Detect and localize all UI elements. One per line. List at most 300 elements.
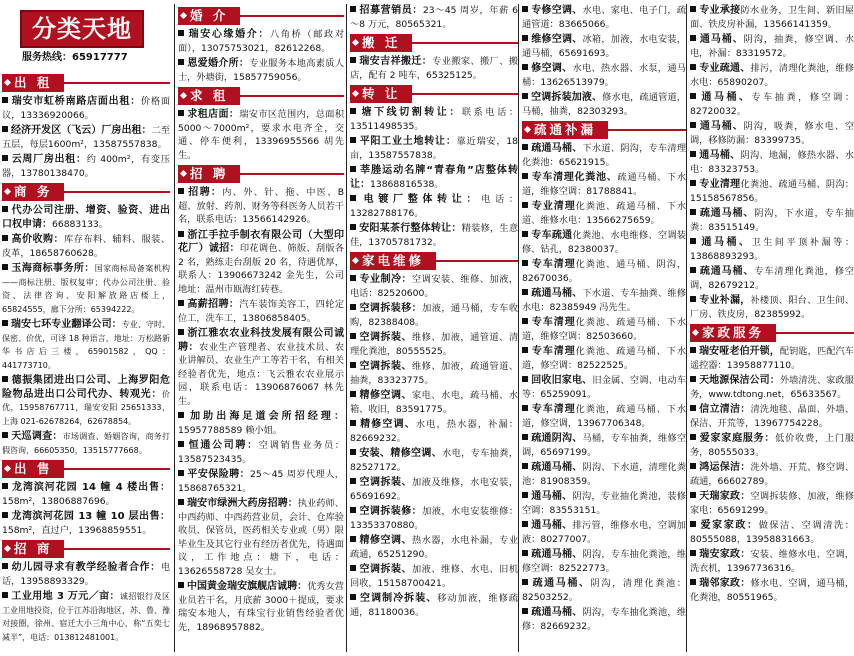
ad-body: 国家商标局备案机构——商标注册、版权复审；代办公司注册、验资、法律咨询、安阳解放路店楼上，65824555，廊下分所：65394222。	[2, 264, 171, 314]
ad-body: 做保洁、空调清洗：80555088，13958831663。	[690, 520, 854, 545]
classified-ad	[522, 403, 686, 430]
square-bullet-icon	[690, 579, 696, 585]
classified-ad	[350, 164, 518, 191]
square-bullet-icon	[178, 110, 184, 116]
ad-heading: 疏通马桶、	[699, 266, 755, 277]
classified-ad	[178, 327, 344, 408]
ad-heading: 代办公司注册、增资、验资、进出口权申请：	[2, 205, 170, 230]
section-header	[690, 324, 854, 342]
column-4	[518, 4, 689, 652]
ad-body: 空调安装、维修、加液，电话：82520600。	[350, 274, 519, 299]
ad-body: 维修、加液，疏通管道、抽粪，83323775。	[350, 361, 519, 386]
ad-body: 阴沟、地漏，修热水器、水电：83323753。	[690, 150, 854, 175]
square-bullet-icon	[522, 579, 528, 585]
square-bullet-icon	[350, 449, 356, 455]
ad-body: 阴沟，清理化粪池：82503252。	[522, 578, 686, 603]
ad-body: 洗外墙、开荒、修空调、疏通，66602789。	[690, 462, 854, 487]
ad-body: 农业生产管理者、农业技术员、农业讲解员、农业生产工等若干名，有相关经验者优先，地点：飞云雅农农业展示园，联系电话：13906876067 林先生。	[178, 341, 345, 407]
square-bullet-icon	[522, 289, 528, 295]
ad-heading: 专车清理	[531, 404, 576, 415]
classified-ad	[178, 57, 344, 84]
ad-heading: 信立清洁：	[699, 404, 751, 415]
ad-heading: 爱家家政：	[699, 520, 759, 531]
ad-heading: 天瑞家政：	[699, 491, 751, 502]
ad-heading: 瑞安七环专业翻译公司：	[11, 319, 122, 330]
ad-heading: 空调拆装移：	[359, 303, 423, 314]
classified-ad	[690, 490, 854, 517]
ad-body: 价优，15958767711，瑞安安阳 25651333，上海 021-62678264，62678854。	[2, 389, 170, 426]
classified-ad	[350, 563, 518, 590]
classified-ad	[2, 510, 170, 537]
square-bullet-icon	[2, 376, 8, 382]
square-bullet-icon	[690, 550, 696, 556]
classified-ad	[522, 4, 686, 31]
classified-ad	[522, 577, 686, 604]
ad-body: 水电，热水器，补漏：82669232。	[350, 419, 519, 444]
classified-ad	[690, 577, 854, 604]
square-bullet-icon	[2, 155, 8, 161]
square-bullet-icon	[690, 347, 696, 353]
square-bullet-icon	[690, 151, 696, 157]
classified-ad	[350, 360, 518, 387]
ad-heading: 中国黄金瑞安旗舰店诚聘：	[187, 581, 308, 592]
ad-body: 加液，通马桶，专车收购，82388408。	[350, 303, 519, 328]
ad-body: 防水业务，卫生间、新旧屋面、铁皮房补漏，13566141359。	[690, 5, 854, 30]
ad-heading: 空调拆装、	[359, 564, 412, 575]
masthead-title: 分类天地	[20, 10, 144, 48]
ad-heading: 专车清理	[531, 259, 576, 270]
square-bullet-icon	[178, 300, 184, 306]
square-bullet-icon	[690, 434, 696, 440]
ad-body: 库存布料、辅料、服装、皮革，18658760628。	[2, 234, 171, 259]
classified-ad	[178, 439, 344, 466]
ad-body: 低价收费，上门服务，80555033。	[690, 433, 854, 458]
classified-ad	[2, 262, 170, 316]
section-header	[2, 540, 170, 558]
classified-ad	[2, 318, 170, 372]
classified-ad	[178, 580, 344, 634]
square-bullet-icon	[2, 206, 8, 212]
ad-body: 排污，清理化粪池，维修水电：65890207。	[690, 63, 854, 88]
section-label: 搬 迁	[350, 34, 412, 52]
ad-heading: 疏通马桶、	[531, 578, 591, 589]
section-header	[178, 7, 344, 25]
square-bullet-icon	[350, 166, 356, 172]
classified-ad	[178, 108, 344, 162]
ad-body: 家电、水电，疏马桶、水箱、收旧，83591775。	[350, 390, 519, 415]
ad-body: 化粪池、通马桶、阴沟，82670036。	[522, 259, 687, 284]
column-3	[346, 4, 521, 652]
ad-heading: 通马桶、	[531, 491, 573, 502]
square-bullet-icon	[690, 122, 696, 128]
ad-body: 市场调查、婚姻咨询，商务打假咨询，66605350，13515777668。	[2, 432, 171, 455]
classified-ad	[350, 222, 518, 249]
classified-ad	[690, 548, 854, 575]
square-bullet-icon	[350, 391, 356, 397]
ad-body: 下水道、专车抽粪、维修水电：82385949 冯先生。	[522, 288, 687, 313]
ad-body: 靠近瑞安，18 亩，13587557838。	[350, 136, 518, 161]
ad-heading: 安装、精修空调、	[359, 448, 443, 459]
ad-body: 移动加液，维修疏通，81180036。	[350, 593, 519, 618]
square-bullet-icon	[2, 97, 8, 103]
square-bullet-icon	[690, 463, 696, 469]
classified-ad	[690, 461, 854, 488]
square-bullet-icon	[690, 238, 696, 244]
classified-ad	[178, 229, 344, 297]
square-bullet-icon	[2, 320, 8, 326]
ad-heading: 空调拆装加液、	[531, 92, 603, 103]
square-bullet-icon	[690, 296, 696, 302]
square-bullet-icon	[350, 594, 356, 600]
classified-ad	[690, 149, 854, 176]
ad-heading: 通马桶、	[531, 520, 573, 531]
ad-body: 马桶，专车抽粪，维修空调，65697199。	[522, 433, 687, 458]
square-bullet-icon	[178, 231, 184, 237]
square-bullet-icon	[690, 180, 696, 186]
classified-ad	[522, 229, 686, 256]
ad-heading: 专业清理	[699, 179, 741, 190]
section-header	[350, 252, 518, 270]
ad-heading: 专业补漏，	[699, 295, 751, 306]
square-bullet-icon	[350, 478, 356, 484]
column-5	[686, 4, 854, 652]
ad-body: 联系电话：13511498535。	[350, 107, 519, 132]
ad-heading: 爱家家庭服务：	[699, 433, 776, 444]
classified-ad	[350, 273, 518, 300]
square-bullet-icon	[350, 304, 356, 310]
section-header	[350, 85, 518, 103]
ad-body: 空调销售业务员：13587523435。	[178, 440, 344, 465]
square-bullet-icon	[350, 333, 356, 339]
square-bullet-icon	[522, 231, 528, 237]
classified-ad	[522, 33, 686, 60]
square-bullet-icon	[350, 565, 356, 571]
ad-body: 化粪池、疏通马桶、阴沟：15158567856。	[690, 179, 854, 204]
ad-body: 阴沟，专车抽化粪池，维修空调：82522773。	[522, 549, 687, 574]
section-header	[178, 165, 344, 183]
ad-body: 冰箱，加液，水电安装，通马桶，65691693。	[522, 34, 687, 59]
ad-body: 阴沟，专业抽化粪池，装修空调：83553151。	[522, 491, 686, 516]
ad-heading: 专修空调、	[531, 5, 583, 16]
ad-body: 阴沟，专车抽化粪池，维修：82669232。	[522, 607, 687, 632]
section-header	[2, 460, 170, 478]
square-bullet-icon	[522, 35, 528, 41]
ad-body: 印花调色、筛版、刮版各 2 名，熟练走台刮版 20 名，待遇优厚，联系人：13906673242 金先生，公司地址：温州市瓯海红砖巷。	[178, 243, 345, 295]
classified-ad	[178, 28, 344, 55]
classified-ad	[350, 447, 518, 474]
ad-heading: 德振集团进出口公司、上海罗阳危险物品进出口公司代办、转观光：	[2, 375, 170, 400]
square-bullet-icon	[350, 195, 356, 201]
ad-body: 158m²，13806887696。	[2, 495, 115, 507]
ad-heading: 空调拆装、	[359, 361, 412, 372]
ad-heading: 疏通马桶、	[531, 549, 583, 560]
section-label: 求 租	[178, 87, 240, 105]
ad-heading: 通马桶、	[699, 34, 744, 45]
classified-ad	[2, 590, 170, 644]
ad-body: 修水电、空调，通马桶，化粪池，80551965。	[690, 578, 854, 603]
classified-ad	[2, 430, 170, 457]
section-label: 转 让	[350, 85, 412, 103]
ad-heading: 空调拆装、	[359, 477, 412, 488]
ad-body: 水电，专车抽粪，82527172。	[350, 448, 518, 473]
ad-heading: 修空调、	[531, 63, 573, 74]
ad-body: 15957788589 赖小姐。	[178, 424, 282, 436]
section-label: 家政服务	[690, 324, 776, 342]
section-header	[350, 34, 518, 52]
ad-heading: 精修空调、	[359, 535, 412, 546]
classified-ad	[2, 153, 170, 180]
ad-body: 排污管，维修水电，空调加液：80277007。	[522, 520, 686, 545]
classified-ad	[690, 33, 854, 60]
ad-heading: 天地源保洁公司：	[699, 375, 780, 386]
ad-body: 空调拆装修、加液，维修家电：65691299。	[690, 491, 854, 516]
classified-ad	[522, 91, 686, 118]
square-bullet-icon	[2, 235, 8, 241]
square-bullet-icon	[350, 507, 356, 513]
classified-ad	[2, 124, 170, 151]
square-bullet-icon	[690, 64, 696, 70]
classified-ad	[690, 120, 854, 147]
ad-body: 阴沟，下水道，专车抽粪：83515149。	[690, 208, 854, 233]
ad-heading: 恩爱婚介所：	[187, 58, 250, 69]
ad-body: 阴沟，抽粪，修空调、水电，补漏：83319572。	[690, 34, 854, 59]
classified-ad	[178, 497, 344, 578]
ad-body: 电话，13958893329。	[2, 562, 170, 587]
classified-ad	[350, 302, 518, 329]
classified-ad	[690, 294, 854, 321]
ad-heading: 求租店面：	[187, 109, 240, 120]
ad-heading: 疏通阴沟、	[531, 433, 583, 444]
ad-heading: 通马桶、	[699, 237, 752, 248]
ad-heading: 幼儿园寻求有教学经验者合作：	[11, 562, 161, 573]
ad-body: 约 400m²，有变压器，13780138470。	[2, 154, 171, 179]
ad-heading: 专业清理	[531, 201, 576, 212]
section-label: 招 聘	[178, 165, 240, 183]
section-label: 疏通补漏	[522, 121, 608, 139]
classified-ad	[690, 265, 854, 292]
square-bullet-icon	[522, 492, 528, 498]
classified-ad	[522, 200, 686, 227]
ad-heading: 莘塍运动名牌“青春角”店整体转让：	[350, 165, 518, 190]
ad-heading: 疏通马桶、	[531, 607, 583, 618]
ad-body: 卫生间平顶补漏等：13868893293。	[690, 237, 854, 262]
ad-body: 汽车装饰美容工，四轮定位工，洗车工，13806858405。	[178, 299, 345, 324]
square-bullet-icon	[350, 6, 356, 12]
square-bullet-icon	[522, 550, 528, 556]
square-bullet-icon	[178, 329, 184, 335]
ad-body: 阴沟，吸粪，修水电、空调，移修防漏：83399735。	[690, 121, 854, 146]
classified-ad	[350, 106, 518, 133]
section-header	[2, 183, 170, 201]
ad-heading: 通马桶、	[699, 150, 741, 161]
square-bullet-icon	[522, 64, 528, 70]
ad-body: 158m²，直过户，13968859551。	[2, 524, 152, 536]
classified-ad	[178, 468, 344, 495]
ad-heading: 瑞安市虹桥南路店面出租：	[11, 96, 141, 107]
ad-heading: 疏通马桶、	[531, 462, 583, 473]
section-header	[2, 74, 170, 92]
classified-ad	[522, 461, 686, 488]
classified-ad	[350, 135, 518, 162]
classified-ad	[522, 548, 686, 575]
ad-body: 热水器，水电补漏，专业疏通，65251290。	[350, 535, 519, 560]
classified-ad	[2, 374, 170, 428]
classified-ad	[350, 534, 518, 561]
classified-ad	[522, 519, 686, 546]
ad-body: 安装、维修水电、空调，洗衣机，13967736316。	[690, 549, 854, 574]
ad-body: 化粪池、疏通马桶、下水道、维修水电：13566275659。	[522, 201, 687, 226]
ad-body: 旧金属、空调、电动车等：65259091。	[522, 375, 687, 400]
ad-body: 水电、家电、电子门，疏通管道：83665066。	[522, 5, 687, 30]
ad-body: 化粪池，疏通马桶、下水道，修空调，13967706348。	[522, 404, 687, 429]
classified-ad	[350, 4, 518, 31]
section-label: 出 租	[2, 74, 64, 92]
ad-heading: 平阳工业土地转让：	[359, 136, 457, 147]
ad-body: 下水道、阴沟，专车清理化粪池：65621915。	[522, 143, 687, 168]
square-bullet-icon	[178, 499, 184, 505]
ad-body: 瑞安市区范围内，总面积 5000～7000m²，要求水电齐全，交通、停车便利，13396955566 胡先生。	[178, 109, 345, 161]
square-bullet-icon	[2, 483, 8, 489]
ad-heading: 天巡调查：	[11, 431, 63, 442]
classified-ad	[690, 403, 854, 430]
classified-ad	[690, 62, 854, 89]
ad-heading: 招募营销员：	[359, 5, 423, 16]
square-bullet-icon	[690, 376, 696, 382]
square-bullet-icon	[350, 224, 356, 230]
square-bullet-icon	[2, 592, 8, 598]
classified-ad	[522, 62, 686, 89]
ad-heading: 空调制冷拆装、	[359, 593, 438, 604]
classified-ad	[522, 258, 686, 285]
square-bullet-icon	[522, 521, 528, 527]
ad-heading: 疏通马桶、	[531, 288, 583, 299]
classified-ad	[350, 331, 518, 358]
section-label: 招 商	[2, 540, 64, 558]
ad-body: 加液、维修、水电、旧机回收，15158700421。	[350, 564, 519, 589]
square-bullet-icon	[690, 209, 696, 215]
ad-heading: 回收旧家电、	[531, 375, 593, 386]
classified-ad	[2, 204, 170, 231]
ad-heading: 浙江雅农农业科技发展有限公司诚聘：	[178, 328, 344, 353]
square-bullet-icon	[350, 420, 356, 426]
ad-body: 精装修，生意佳，13705781732。	[350, 223, 519, 248]
square-bullet-icon	[350, 137, 356, 143]
classified-ad	[2, 481, 170, 508]
classified-ad	[2, 95, 170, 122]
ad-body: 25～45 周岁代理人，15868765321。	[178, 469, 344, 494]
square-bullet-icon	[522, 318, 528, 324]
ad-heading: 专车清理	[531, 346, 576, 357]
square-bullet-icon	[522, 93, 528, 99]
ad-heading: 高价收购：	[11, 234, 64, 245]
classified-ad	[350, 505, 518, 532]
square-bullet-icon	[522, 260, 528, 266]
classified-ad	[522, 142, 686, 169]
section-header	[178, 87, 344, 105]
ad-heading: 精修空调、	[359, 390, 412, 401]
ad-heading: 专车清理	[531, 317, 576, 328]
ad-heading: 塘下线切割转让：	[359, 107, 462, 118]
ad-heading: 平安保险聘：	[187, 469, 250, 480]
classified-ad	[522, 432, 686, 459]
masthead	[2, 4, 170, 70]
ad-body: 专业服务本地高素质人士，外塘街，15857759056。	[178, 58, 345, 83]
ad-body: 加液及维修，水电安装，65691692。	[350, 477, 519, 502]
classified-ad	[690, 236, 854, 263]
ad-heading: 玉海商标事务所：	[11, 263, 95, 274]
ad-heading: 鸿运保洁：	[699, 462, 751, 473]
square-bullet-icon	[522, 434, 528, 440]
square-bullet-icon	[690, 35, 696, 41]
square-bullet-icon	[690, 405, 696, 411]
classified-ad	[522, 287, 686, 314]
column-1-list	[2, 74, 170, 644]
square-bullet-icon	[350, 57, 356, 63]
ad-heading: 云周厂房出租：	[11, 154, 87, 165]
ad-body: 水电、热水器、水泵，通马桶：13626513979。	[522, 63, 686, 88]
square-bullet-icon	[690, 492, 696, 498]
square-bullet-icon	[178, 30, 184, 36]
square-bullet-icon	[522, 376, 528, 382]
ad-heading: 精修空调、	[359, 419, 416, 430]
ad-body: 补楼顶、阳台、卫生间、厂房、铁皮房，82385992。	[690, 295, 854, 320]
square-bullet-icon	[522, 144, 528, 150]
ad-heading: 龙湾滨河花园 13 幢 10 层出售：	[11, 511, 170, 522]
ad-body: 八角桥（邮政对面），13075753021，82612268。	[178, 29, 345, 54]
classified-ad	[690, 91, 854, 118]
ad-heading: 疏通马桶、	[699, 208, 755, 219]
ad-body: 23～45 周岁，年薪 6～8 万元，80565321。	[350, 5, 519, 30]
square-bullet-icon	[2, 264, 8, 270]
ad-body: 专车清理化粪池，修空调，82679212。	[690, 266, 854, 291]
section-label: 商 务	[2, 183, 64, 201]
ad-heading: 浙江手拉手制衣有限公司（大型印花厂）诚招：	[178, 229, 344, 254]
ad-heading: 空调拆装修：	[359, 506, 423, 517]
masthead-hotline: 服务热线：65917777	[22, 52, 128, 63]
ad-heading: 专车疏通	[531, 230, 573, 241]
ad-heading: 瑞安家政：	[699, 549, 751, 560]
square-bullet-icon	[350, 536, 356, 542]
section-label: 婚 介	[178, 7, 240, 25]
ad-body: 配钥匙，匹配汽车遥控器：13958877110。	[690, 346, 854, 371]
column-1	[2, 4, 172, 652]
ad-heading: 专业制冷：	[359, 274, 412, 285]
classified-ad	[522, 345, 686, 372]
ad-heading: 通马桶、	[699, 121, 744, 132]
square-bullet-icon	[522, 608, 528, 614]
classified-ad	[690, 207, 854, 234]
square-bullet-icon	[350, 108, 356, 114]
ad-body: 专业搬家、搬厂、搬店，配有 2 吨车，65325125。	[350, 56, 518, 81]
ad-heading: 恒通公司聘：	[187, 440, 259, 451]
square-bullet-icon	[690, 267, 696, 273]
ad-heading: 专业承接	[699, 5, 741, 16]
ad-body: 疏通马桶、下水道，维修空调：81788841。	[522, 172, 687, 197]
ad-heading: 专车清理化粪池、	[531, 172, 618, 183]
classified-ad	[2, 233, 170, 260]
square-bullet-icon	[350, 362, 356, 368]
ad-heading: 瑞安吉祥搬迁：	[359, 56, 433, 67]
square-bullet-icon	[2, 512, 8, 518]
square-bullet-icon	[178, 470, 184, 476]
ad-heading: 通马桶、	[699, 92, 752, 103]
ad-body: 13868816538。	[370, 178, 444, 190]
square-bullet-icon	[690, 6, 696, 12]
ad-heading: 瑞安市绿洲大药房招聘：	[187, 498, 298, 509]
classified-ad	[522, 374, 686, 401]
square-bullet-icon	[522, 463, 528, 469]
classified-ad	[690, 432, 854, 459]
